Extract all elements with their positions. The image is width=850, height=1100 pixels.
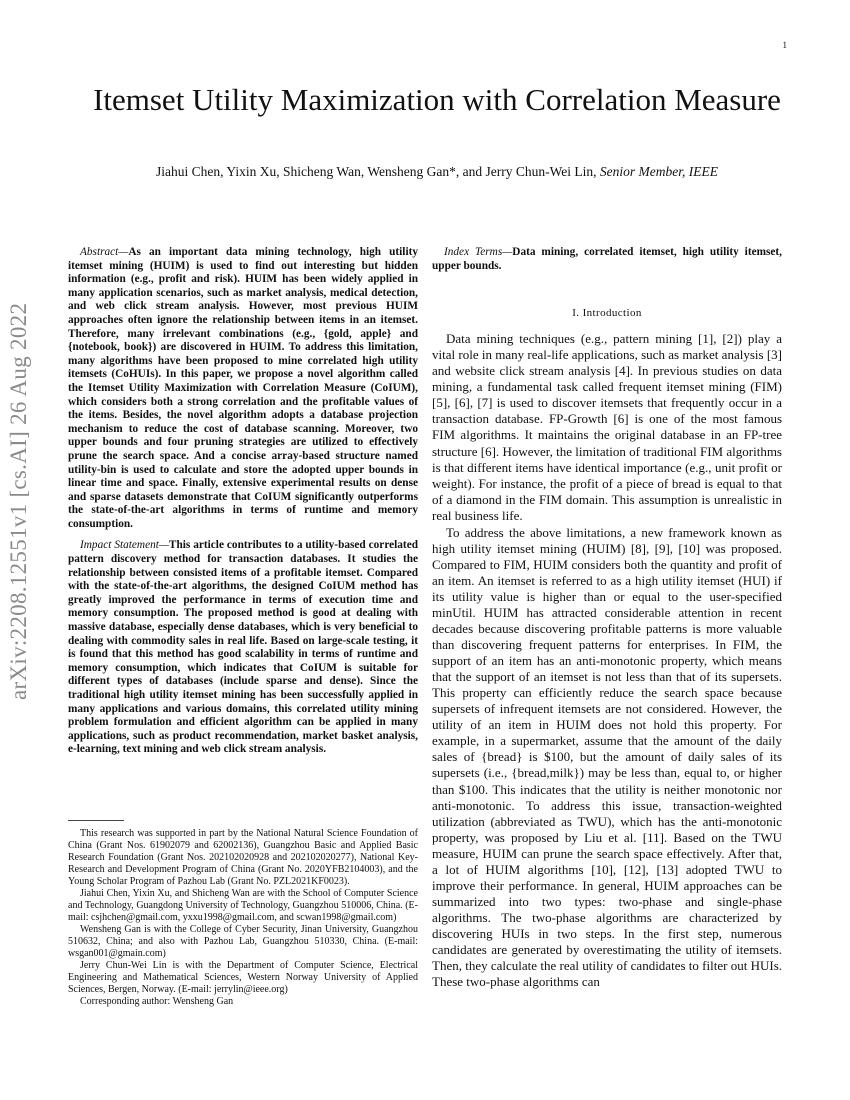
footnote-rule [68, 820, 124, 821]
intro-paragraph-2: To address the above limitations, a new framework known as high utility itemset mining (HUIM) [8], [9], [10] was proposed. Compared to FIM, HUIM considers both the quantity and profit of an item. An itemset is referred to as a high utility itemset (HUI) if its utility value is higher than or equal to the user-specified minUtil. HUIM has attracted considerable attention in recent decades because discovering profitable patterns is more valuable than discovering frequent patterns for enterprises. In FIM, the support of an item has an anti-monotonic property, which means that the support of an itemset is not less than that of its supersets. This property can efficiently reduce the search space because supersets of infrequent itemsets are not considered. However, the utility of an item in HUIM does not hold this property. For example, in a supermarket, assume that the amount of the daily sales of {bread} is $100, but the amount of daily sales of its supersets (i.e., {bread,milk}) may be less than, equal to, or higher than $100. This indicates that the utility is neither monotonic nor anti-monotonic. To address this issue, transaction-weighted utilization (abbreviated as TWU), which has the anti-monotonic property, was proposed by Liu et al. [11]. Based on the TWU measure, HUIM can prune the search space effectively. After that, a lot of HUIM algorithms [10], [12], [13] adopted TWU to improve their performance. In general, HUIM approaches can be summarized into two types: two-phase and single-phase algorithms. The two-phase algorithms are characterized by discovering HUIs in two steps. In the first step, numerous candidates are generated by overestimating the utility of itemsets. Then, they calculate the real utility of candidates to filter out HUIs. These two-phase algorithms can [432, 524, 782, 990]
footnote-affiliation-jinan: Wensheng Gan is with the College of Cyber Security, Jinan University, Guangzhou 510632, China; and also with Pazhou Lab, Guangzhou 510330, China. (E-mail: wsgan001@gmain.com) [68, 924, 418, 959]
index-terms-text: Data mining, correlated itemset, high utility itemset, upper bounds. [432, 246, 782, 272]
author-line [60, 164, 814, 180]
left-column [68, 246, 418, 757]
footnote-funding: This research was supported in part by the National Natural Science Foundation of China (Grant Nos. 61902079 and 62002136), Guangzhou Basic and Applied Basic Research Foundation (Grant Nos. 202102020928 and 202102020277), National Key-Research and Development Program of China (Grant No. 2020YFB2104003), and the Young Scholar Program of Pazhou Lab (Grant No. PZL2021KF0023). [68, 828, 418, 887]
index-terms [432, 246, 782, 273]
footnote-affiliation-gdut: Jiahui Chen, Yixin Xu, and Shicheng Wan are with the School of Computer Science and Technology, Guangdong University of Technology, Guangzhou 510006, China. (E-mail: csjhchen@gmail.com, yxxu1998@gmail.com, and scwan1998@gmail.com) [68, 888, 418, 923]
page-number: 1 [782, 40, 787, 50]
footnotes [68, 828, 418, 1008]
author-membership: Senior Member, IEEE [599, 164, 718, 179]
index-terms-label: Index Terms— [444, 246, 513, 258]
footnote-corresponding: Corresponding author: Wensheng Gan [80, 996, 234, 1007]
arxiv-stamp: arXiv:2208.12551v1 [cs.AI] 26 Aug 2022 [6, 302, 31, 700]
impact-statement [68, 539, 418, 757]
abstract-label: Abstract— [80, 246, 129, 258]
abstract-text: As an important data mining technology, high utility itemset mining (HUIM) is used to find out interesting but hidden information (e.g., profit and risk). HUIM has been widely applied in many application scenarios, such as market analysis, medical detection, and web click stream analysis. However, most previous HUIM approaches often ignore the relationship between items in an itemset. Therefore, many irrelevant combinations (e.g., {gold, apple} and {notebook, book}) are discovered in HUIM. To address this limitation, many algorithms have been proposed to mine correlated high utility itemsets (CoHUIs). In this paper, we propose a novel algorithm called the Itemset Utility Maximization with Correlation Measure (CoIUM), which considers both a strong correlation and the profitable values of the items. Besides, the novel algorithm adopts a database projection mechanism to reduce the cost of database scanning. Moreover, two upper bounds and four pruning strategies are utilized to effectively prune the search space. And a concise array-based structure named utility-bin is used to calculate and store the adopted upper bounds in linear time and space. Finally, extensive experimental results on dense and sparse datasets demonstrate that CoIUM significantly outperforms the state-of-the-art algorithms in terms of runtime and memory consumption. [68, 246, 418, 530]
author-names: Jiahui Chen, Yixin Xu, Shicheng Wan, Wensheng Gan*, and Jerry Chun-Wei Lin, [156, 164, 597, 179]
impact-label: Impact Statement— [80, 539, 169, 552]
paper-title: Itemset Utility Maximization with Correlation Measure [93, 82, 781, 117]
right-column [432, 246, 782, 990]
footnote-affiliation-hvl: Jerry Chun-Wei Lin is with the Department of Computer Science, Electrical Engineering and Mathematical Sciences, Western Norway University of Applied Sciences, Bergen, Norway. (E-mail: jerrylin@ieee.org) [68, 960, 418, 995]
intro-paragraph-1: Data mining techniques (e.g., pattern mining [1], [2]) play a vital role in many real-life applications, such as market analysis [3] and website click stream analysis [4]. In previous studies on data mining, a fundamental task called frequent itemset mining (FIM) [5], [6], [7] is used to discover itemsets that frequently occur in a transaction database. FP-Growth [6] is one of the most famous FIM algorithms. It maintains the original database in an FP-tree structure [6]. However, the limitation of traditional FIM algorithms is that different items have identical importance (e.g., unit profit or weight). For instance, the profit of a piece of bread is equal to that of a diamond in the FIM domain. This assumption is unrealistic in real business life. [432, 331, 782, 523]
impact-text: This article contributes to a utility-based correlated pattern discovery method for transaction databases. It studies the relationship between consisted items of a profitable itemset. Compared with the state-of-the-art algorithms, the designed CoIUM method has greatly improved the performance in terms of execution time and memory consumption. The proposed method is good at dealing with massive database, especially dense databases, which is very beneficial to dealing with commodity sales in real life. Based on large-scale testing, it is found that this method has good scalability in terms of runtime and memory consumption, which indicates that CoIUM is suitable for different types of databases (include sparse and dense). Since the traditional high utility itemset mining has been successfully applied in many applications and various domains, this correlated utility mining problem formulation and efficient algorithm can be applied in many applications, such as product recommendation, market basket analysis, e-learning, text mining and web click stream analysis. [68, 539, 418, 756]
arxiv-stamp-container [6, 302, 31, 700]
abstract [68, 246, 418, 531]
section-heading: I. Introduction [572, 307, 642, 320]
